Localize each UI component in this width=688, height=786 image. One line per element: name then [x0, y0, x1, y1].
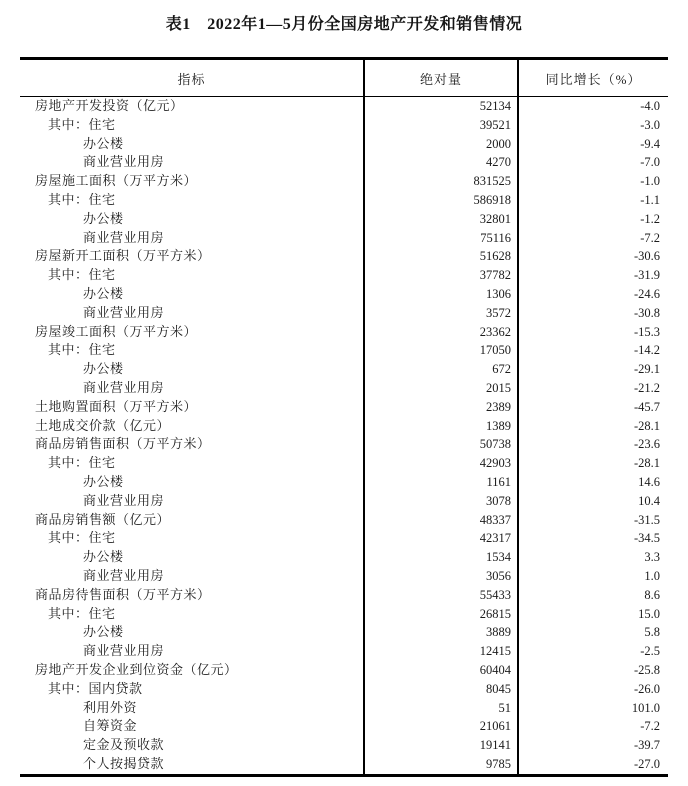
table-row — [20, 755, 668, 775]
absolute-value-cell: 50738 — [364, 435, 518, 454]
table-row — [20, 492, 668, 511]
absolute-value-cell: 2000 — [364, 135, 518, 154]
growth-value-cell: -28.1 — [633, 418, 660, 433]
growth-value-cell: -3.0 — [640, 117, 660, 132]
table-row — [20, 360, 668, 379]
growth-value-cell: 8.6 — [644, 587, 660, 602]
indicator-cell: 其中：住宅 — [48, 116, 116, 132]
indicator-cell: 商业营业用房 — [83, 567, 165, 583]
table-row — [20, 304, 668, 323]
absolute-value-cell: 2389 — [364, 398, 518, 417]
column-header-indicator: 指标 — [20, 59, 364, 97]
table-row — [20, 266, 668, 285]
indicator-cell: 其中：住宅 — [48, 267, 116, 283]
growth-value-cell: 14.6 — [638, 474, 660, 489]
table-row — [20, 116, 668, 135]
growth-value-cell: 10.4 — [638, 493, 660, 508]
absolute-value-cell: 39521 — [364, 116, 518, 135]
absolute-value-cell: 51 — [364, 699, 518, 718]
absolute-value-cell: 51628 — [364, 247, 518, 266]
absolute-value-cell: 672 — [364, 360, 518, 379]
growth-value-cell: 1.0 — [644, 568, 660, 583]
absolute-value-cell: 1389 — [364, 417, 518, 436]
table-row — [20, 435, 668, 454]
growth-value-cell: -1.1 — [640, 192, 660, 207]
table-row — [20, 567, 668, 586]
growth-value-cell: -25.8 — [633, 662, 660, 677]
table-row — [20, 736, 668, 755]
table-row — [20, 473, 668, 492]
growth-value-cell: -45.7 — [633, 399, 660, 414]
growth-value-cell: -34.5 — [633, 531, 660, 546]
absolute-value-cell: 19141 — [364, 736, 518, 755]
growth-value-cell: -29.1 — [633, 362, 660, 377]
absolute-value-cell: 60404 — [364, 661, 518, 680]
indicator-cell: 商业营业用房 — [83, 304, 165, 320]
indicator-cell: 办公楼 — [83, 210, 124, 226]
indicator-cell: 土地成交价款（亿元） — [35, 417, 171, 433]
growth-value-cell: 5.8 — [644, 625, 660, 640]
table-row — [20, 398, 668, 417]
absolute-value-cell: 21061 — [364, 717, 518, 736]
indicator-cell: 办公楼 — [83, 549, 124, 565]
absolute-value-cell: 32801 — [364, 210, 518, 229]
table-row — [20, 135, 668, 154]
table-row — [20, 661, 668, 680]
indicator-cell: 商业营业用房 — [83, 379, 165, 395]
header-row — [20, 59, 668, 97]
absolute-value-cell: 12415 — [364, 642, 518, 661]
table-row — [20, 642, 668, 661]
indicator-cell: 定金及预收款 — [83, 737, 165, 753]
indicator-cell: 自筹资金 — [83, 718, 138, 734]
growth-value-cell: -7.2 — [640, 719, 660, 734]
table-row — [20, 172, 668, 191]
growth-value-cell: -1.2 — [640, 211, 660, 226]
absolute-value-cell: 4270 — [364, 153, 518, 172]
growth-value-cell: -7.0 — [640, 155, 660, 170]
indicator-cell: 房屋新开工面积（万平方米） — [35, 248, 211, 264]
statistics-table — [20, 57, 668, 777]
absolute-value-cell: 1306 — [364, 285, 518, 304]
absolute-value-cell: 1161 — [364, 473, 518, 492]
table-row — [20, 511, 668, 530]
growth-value-cell: -24.6 — [633, 286, 660, 301]
table-row — [20, 323, 668, 342]
absolute-value-cell: 48337 — [364, 511, 518, 530]
indicator-cell: 房屋竣工面积（万平方米） — [35, 323, 198, 339]
table-title: 表1 2022年1—5月份全国房地产开发和销售情况 — [165, 16, 523, 33]
table-row — [20, 97, 668, 116]
indicator-cell: 房屋施工面积（万平方米） — [35, 173, 198, 189]
table-row — [20, 417, 668, 436]
growth-value-cell: -15.3 — [633, 324, 660, 339]
growth-value-cell: -26.0 — [633, 681, 660, 696]
absolute-value-cell: 8045 — [364, 680, 518, 699]
growth-value-cell: -28.1 — [633, 456, 660, 471]
growth-value-cell: -4.0 — [640, 99, 660, 113]
absolute-value-cell: 26815 — [364, 605, 518, 624]
absolute-value-cell: 3056 — [364, 567, 518, 586]
indicator-cell: 其中：国内贷款 — [48, 680, 143, 696]
indicator-cell: 其中：住宅 — [48, 530, 116, 546]
absolute-value-cell: 9785 — [364, 755, 518, 775]
table-row — [20, 623, 668, 642]
indicator-cell: 商品房待售面积（万平方米） — [35, 586, 211, 602]
indicator-cell: 房地产开发投资（亿元） — [35, 98, 184, 113]
table-row — [20, 529, 668, 548]
absolute-value-cell: 23362 — [364, 323, 518, 342]
indicator-cell: 商业营业用房 — [83, 492, 165, 508]
growth-value-cell: -1.0 — [640, 174, 660, 189]
table-row — [20, 454, 668, 473]
absolute-value-cell: 37782 — [364, 266, 518, 285]
table-row — [20, 285, 668, 304]
indicator-cell: 利用外资 — [83, 699, 138, 715]
indicator-cell: 办公楼 — [83, 473, 124, 489]
indicator-cell: 商业营业用房 — [83, 229, 165, 245]
table-row — [20, 379, 668, 398]
column-header-growth: 同比增长（%） — [518, 59, 668, 97]
indicator-cell: 商品房销售额（亿元） — [35, 511, 171, 527]
indicator-cell: 办公楼 — [83, 624, 124, 640]
absolute-value-cell: 2015 — [364, 379, 518, 398]
growth-value-cell: -39.7 — [633, 738, 660, 753]
growth-value-cell: -27.0 — [633, 756, 660, 771]
growth-value-cell: -7.2 — [640, 230, 660, 245]
growth-value-cell: 101.0 — [631, 700, 660, 715]
table-row — [20, 548, 668, 567]
table-row — [20, 191, 668, 210]
table-row — [20, 699, 668, 718]
growth-value-cell: -31.5 — [633, 512, 660, 527]
indicator-cell: 个人按揭贷款 — [83, 755, 165, 771]
growth-value-cell: -21.2 — [633, 380, 660, 395]
indicator-cell: 办公楼 — [83, 361, 124, 377]
indicator-cell: 办公楼 — [83, 285, 124, 301]
indicator-cell: 其中：住宅 — [48, 342, 116, 358]
indicator-cell: 商品房销售面积（万平方米） — [35, 436, 211, 452]
table-row — [20, 586, 668, 605]
indicator-cell: 其中：住宅 — [48, 191, 116, 207]
absolute-value-cell: 3889 — [364, 623, 518, 642]
table-row — [20, 210, 668, 229]
absolute-value-cell: 75116 — [364, 229, 518, 248]
table-row — [20, 717, 668, 736]
column-header-absolute: 绝对量 — [364, 59, 518, 97]
growth-value-cell: -31.9 — [633, 268, 660, 283]
growth-value-cell: -23.6 — [633, 437, 660, 452]
absolute-value-cell: 52134 — [364, 97, 518, 116]
absolute-value-cell: 3572 — [364, 304, 518, 323]
growth-value-cell: 3.3 — [644, 550, 660, 565]
absolute-value-cell: 42903 — [364, 454, 518, 473]
absolute-value-cell: 831525 — [364, 172, 518, 191]
absolute-value-cell: 586918 — [364, 191, 518, 210]
growth-value-cell: -30.8 — [633, 305, 660, 320]
table-body — [20, 97, 668, 776]
growth-value-cell: -14.2 — [633, 343, 660, 358]
absolute-value-cell: 42317 — [364, 529, 518, 548]
growth-value-cell: -2.5 — [640, 644, 660, 659]
indicator-cell: 商业营业用房 — [83, 643, 165, 659]
growth-value-cell: -30.6 — [633, 249, 660, 264]
indicator-cell: 办公楼 — [83, 135, 124, 151]
table-row — [20, 605, 668, 624]
indicator-cell: 商业营业用房 — [83, 154, 165, 170]
absolute-value-cell: 3078 — [364, 492, 518, 511]
indicator-cell: 其中：住宅 — [48, 605, 116, 621]
table-row — [20, 247, 668, 266]
absolute-value-cell: 1534 — [364, 548, 518, 567]
absolute-value-cell: 17050 — [364, 341, 518, 360]
indicator-cell: 房地产开发企业到位资金（亿元） — [35, 661, 238, 677]
indicator-cell: 土地购置面积（万平方米） — [35, 398, 198, 414]
growth-value-cell: 15.0 — [638, 606, 660, 621]
growth-value-cell: -9.4 — [640, 136, 660, 151]
table-row — [20, 341, 668, 360]
absolute-value-cell: 55433 — [364, 586, 518, 605]
indicator-cell: 其中：住宅 — [48, 455, 116, 471]
table-row — [20, 680, 668, 699]
table-row — [20, 153, 668, 172]
table-row — [20, 229, 668, 248]
